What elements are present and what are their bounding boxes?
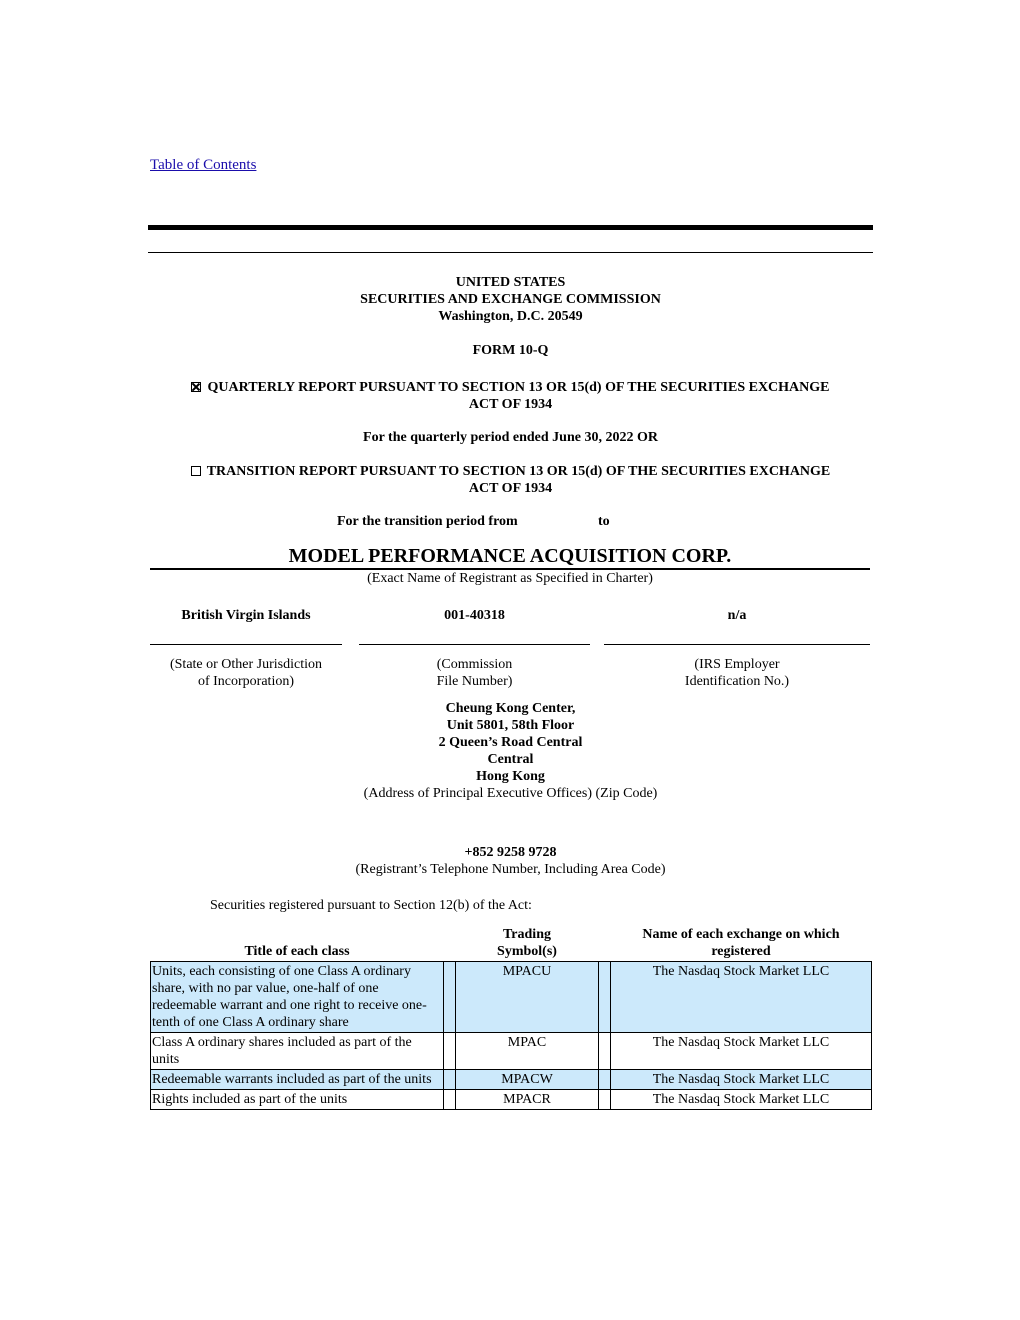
table-of-contents-link[interactable]: Table of Contents (150, 157, 257, 173)
quarterly-line-1: QUARTERLY REPORT PURSUANT TO SECTION 13 OR 15(d) OF THE SECURITIES EXCHANGE (207, 380, 830, 395)
trading-symbol: MPACU (456, 962, 599, 1033)
jurisdiction-caption-1: (State or Other Jurisdiction (169, 657, 323, 672)
exchange-name: The Nasdaq Stock Market LLC (611, 1090, 872, 1110)
irs-employer-caption-2: Identification No.) (684, 674, 790, 689)
agency-header (148, 274, 873, 325)
irs-employer-field (604, 608, 870, 690)
table-row (151, 1090, 872, 1110)
securities-table (150, 926, 872, 1110)
trading-symbol: MPACR (456, 1090, 599, 1110)
class-title: Class A ordinary shares included as part of the units (151, 1033, 444, 1070)
transition-checkbox-unchecked-icon (191, 466, 201, 476)
top-thick-rule (148, 225, 873, 230)
address-line-4: Central (487, 752, 534, 767)
top-thin-rule (148, 252, 873, 253)
principal-address (148, 700, 873, 802)
exchange-name-header: Name of each exchange on which registered (642, 927, 840, 959)
table-row (151, 962, 872, 1033)
address-caption: (Address of Principal Executive Offices) (Zip Code) (363, 786, 658, 801)
jurisdiction-rule (150, 644, 342, 645)
agency-line-1: UNITED STATES (455, 275, 566, 290)
exchange-name: The Nasdaq Stock Market LLC (611, 962, 872, 1033)
class-title: Redeemable warrants included as part of the units (151, 1070, 444, 1090)
trading-symbol-header: Trading Symbol(s) (497, 927, 557, 959)
jurisdiction-value: British Virgin Islands (181, 608, 311, 623)
quarterly-line-2: ACT OF 1934 (468, 397, 553, 412)
trading-symbol: MPAC (456, 1033, 599, 1070)
irs-employer-value: n/a (727, 608, 747, 623)
transition-period-from: For the transition period from (337, 514, 518, 529)
company-name-rule (150, 568, 870, 570)
transition-report-option (148, 463, 873, 497)
title-of-class-header: Title of each class (244, 944, 350, 959)
company-name-caption: (Exact Name of Registrant as Specified in Charter) (367, 571, 653, 586)
quarterly-period-text: For the quarterly period ended June 30, 2022 OR (363, 430, 658, 445)
table-row (151, 1070, 872, 1090)
telephone-caption: (Registrant’s Telephone Number, Including Area Code) (355, 862, 666, 877)
exchange-name: The Nasdaq Stock Market LLC (611, 1070, 872, 1090)
transition-period-to: to (598, 514, 610, 529)
commission-file-caption-2: File Number) (436, 674, 513, 689)
jurisdiction-field (150, 608, 342, 690)
trading-symbol: MPACW (456, 1070, 599, 1090)
agency-line-2: SECURITIES AND EXCHANGE COMMISSION (360, 292, 661, 307)
irs-employer-rule (604, 644, 870, 645)
commission-file-caption-1: (Commission (436, 657, 513, 672)
transition-line-2: ACT OF 1934 (468, 481, 553, 496)
address-line-3: 2 Queen’s Road Central (438, 735, 583, 750)
securities-header-row (151, 926, 872, 962)
securities-intro: Securities registered pursuant to Section 12(b) of the Act: (210, 898, 532, 913)
company-name: MODEL PERFORMANCE ACQUISITION CORP. (288, 545, 732, 567)
telephone-block (148, 844, 873, 878)
address-line-5: Hong Kong (476, 769, 545, 784)
address-line-2: Unit 5801, 58th Floor (446, 718, 575, 733)
table-row (151, 1033, 872, 1070)
quarterly-checkbox-checked-icon (191, 382, 201, 392)
jurisdiction-caption-2: of Incorporation) (197, 674, 295, 689)
address-line-1: Cheung Kong Center, (445, 701, 576, 716)
class-title: Units, each consisting of one Class A ordinary share, with no par value, one-half of one redeemable warrant and one right to receive one-tenth of one Class A ordinary share (151, 962, 444, 1033)
form-type: FORM 10-Q (472, 343, 549, 358)
commission-file-value: 001-40318 (444, 608, 505, 623)
quarterly-report-option (148, 379, 873, 413)
irs-employer-caption-1: (IRS Employer (694, 657, 780, 672)
telephone-number: +852 9258 9728 (464, 845, 557, 860)
commission-file-field (359, 608, 590, 690)
commission-file-rule (359, 644, 590, 645)
agency-line-3: Washington, D.C. 20549 (438, 309, 583, 324)
transition-line-1: TRANSITION REPORT PURSUANT TO SECTION 13 OR 15(d) OF THE SECURITIES EXCHANGE (206, 464, 831, 479)
class-title: Rights included as part of the units (151, 1090, 444, 1110)
exchange-name: The Nasdaq Stock Market LLC (611, 1033, 872, 1070)
